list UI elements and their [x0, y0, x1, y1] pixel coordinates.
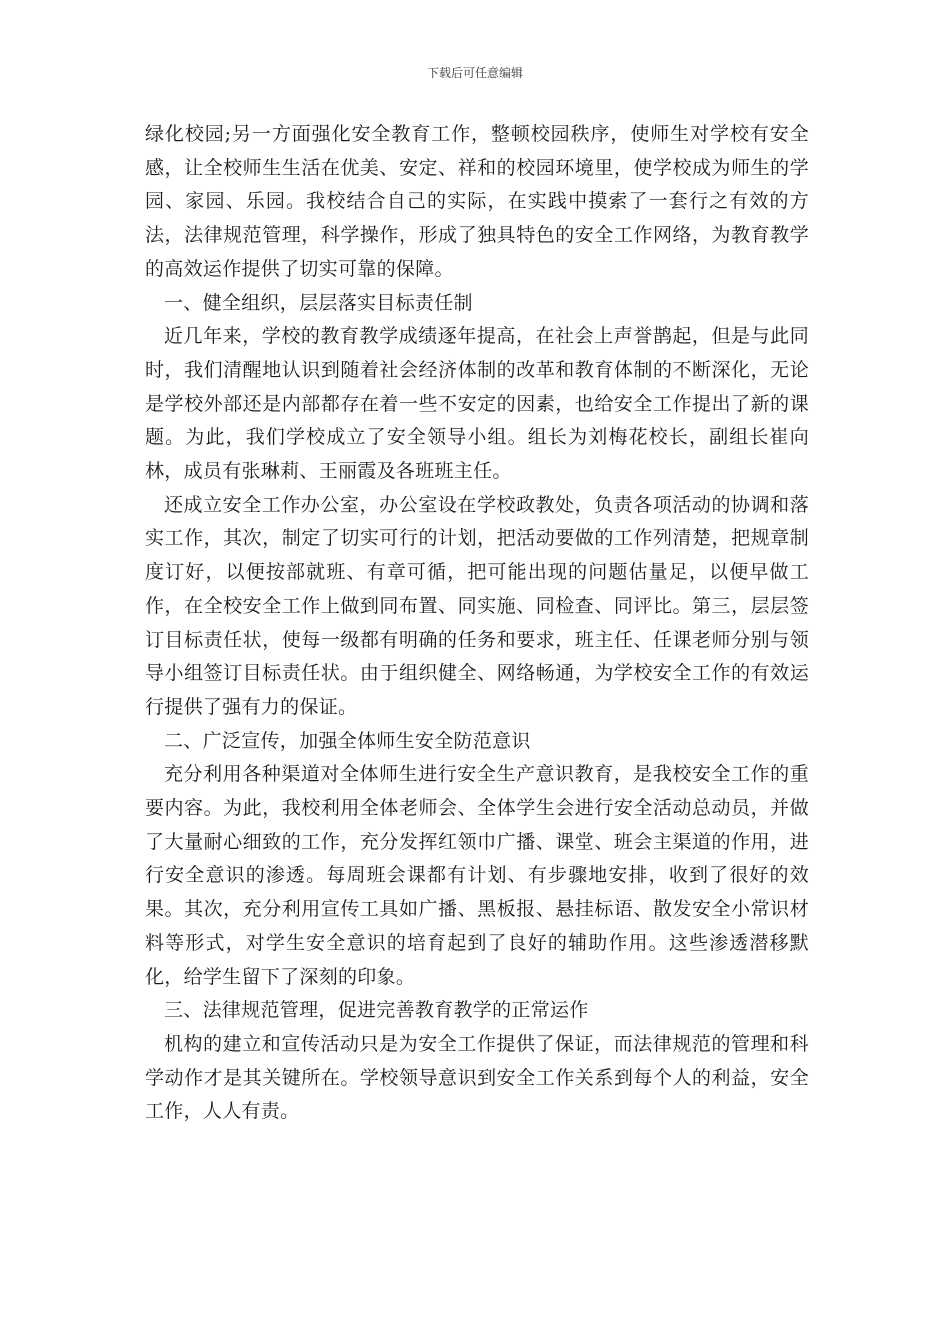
page-header-note: 下载后可任意编辑 [426, 66, 523, 80]
paragraph-section-2: 充分利用各种渠道对全体师生进行安全生产意识教育，是我校安全工作的重要内容。为此，我校利用全体老师会、全体学生会进行安全活动总动员，并做了大量耐心细致的工作，充分发挥红领巾广播、课堂、班会主渠道的作用，进行安全意识的渗透。每周班会课都有计划、有步骤地安排，收到了很好的效果。其次，充分利用宣传工具如广播、黑板报、悬挂标语、散发安全小常识材料等形式，对学生安全意识的培育起到了良好的辅助作用。这些渗透潜移默化，给学生留下了深刻的印象。 [145, 763, 809, 988]
paragraph-section-3: 机构的建立和宣传活动只是为安全工作提供了保证，而法律规范的管理和科学动作才是其关键所在。学校领导意识到安全工作关系到每个人的利益，安全工作，人人有责。 [145, 1032, 809, 1123]
section-heading-1: 一、健全组织，层层落实目标责任制 [164, 291, 473, 314]
section-heading-3: 三、法律规范管理，促进完善教育教学的正常运作 [164, 999, 589, 1022]
document-body [145, 118, 809, 1129]
paragraph-section-1-b: 还成立安全工作办公室，办公室设在学校政教处，负责各项活动的协调和落实工作，其次，制定了切实可行的计划，把活动要做的工作列清楚，把规章制度订好，以便按部就班、有章可循，把可能出现的问题估量足，以便早做工作，在全校安全工作上做到同布置、同实施、同检查、同评比。第三，层层签订目标责任状，使每一级都有明确的任务和要求，班主任、任课老师分别与领导小组签订目标责任状。由于组织健全、网络畅通，为学校安全工作的有效运行提供了强有力的保证。 [145, 493, 809, 718]
section-heading-2: 二、广泛宣传，加强全体师生安全防范意识 [164, 729, 531, 752]
paragraph-intro-continued: 绿化校园;另一方面强化安全教育工作，整顿校园秩序，使师生对学校有安全感，让全校师生生活在优美、安定、祥和的校园环境里，使学校成为师生的学园、家园、乐园。我校结合自己的实际，在实践中摸索了一套行之有效的方法，法律规范管理，科学操作，形成了独具特色的安全工作网络，为教育教学的高效运作提供了切实可靠的保障。 [145, 123, 809, 280]
paragraph-section-1-a: 近几年来，学校的教育教学成绩逐年提高，在社会上声誉鹊起，但是与此同时，我们清醒地认识到随着社会经济体制的改革和教育体制的不断深化，无论是学校外部还是内部都存在着一些不安定的因素，也给安全工作提出了新的课题。为此，我们学校成立了安全领导小组。组长为刘梅花校长，副组长崔向林，成员有张琳莉、王丽霞及各班班主任。 [145, 325, 809, 483]
